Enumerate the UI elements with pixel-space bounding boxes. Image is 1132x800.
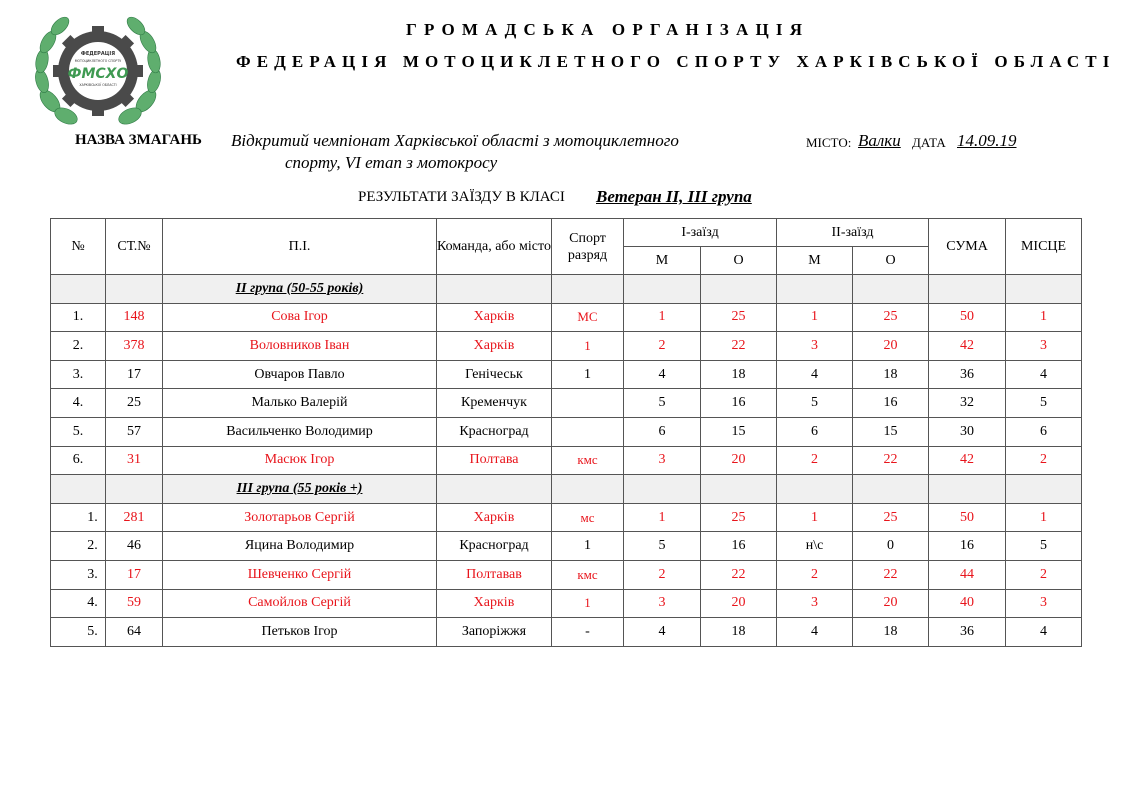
- table-row: [51, 417, 1082, 446]
- cell-team: Харків: [437, 303, 552, 332]
- table-row: [51, 389, 1082, 418]
- cell-o1: 20: [701, 589, 777, 618]
- cell-o2: 20: [853, 589, 929, 618]
- empty-cell: [552, 275, 624, 304]
- cell-o2: 22: [853, 560, 929, 589]
- empty-cell: [51, 475, 106, 504]
- cell-o1: 15: [701, 417, 777, 446]
- cell-m1: 1: [624, 503, 701, 532]
- cell-name: Овчаров Павло: [163, 360, 437, 389]
- col-header-race2-m: М: [777, 247, 853, 275]
- cell-o2: 0: [853, 532, 929, 561]
- col-header-team: Команда, або місто: [437, 219, 552, 275]
- date-label: ДАТА: [912, 135, 946, 150]
- cell-team: Полтавав: [437, 560, 552, 589]
- col-header-race2-o: О: [853, 247, 929, 275]
- city-label: МІСТО:: [806, 135, 852, 150]
- cell-start: 64: [106, 618, 163, 647]
- cell-o1: 20: [701, 446, 777, 475]
- cell-sum: 36: [929, 618, 1006, 647]
- empty-cell: [853, 475, 929, 504]
- empty-cell: [437, 275, 552, 304]
- city-value: Валки: [858, 131, 901, 150]
- cell-o1: 22: [701, 332, 777, 361]
- competition-name-line1: Відкритий чемпіонат Харківської області з мотоциклетного: [231, 131, 679, 150]
- cell-name: Шевченко Сергій: [163, 560, 437, 589]
- group-title-text: III група (55 років +): [236, 480, 363, 496]
- cell-place: 5: [1006, 532, 1082, 561]
- laurel-gear-icon: [28, 6, 168, 136]
- cell-place: 6: [1006, 417, 1082, 446]
- svg-text:ФМСХО: ФМСХО: [67, 66, 129, 82]
- cell-m2: 4: [777, 360, 853, 389]
- col-header-start-no: СТ.№: [106, 219, 163, 275]
- cell-o2: 20: [853, 332, 929, 361]
- cell-o2: 18: [853, 618, 929, 647]
- col-header-place: МІСЦЕ: [1006, 219, 1082, 275]
- cell-m2: 1: [777, 303, 853, 332]
- cell-m2: 3: [777, 589, 853, 618]
- empty-cell: [1006, 275, 1082, 304]
- empty-cell: [624, 475, 701, 504]
- cell-sum: 30: [929, 417, 1006, 446]
- col-header-name: П.І.: [163, 219, 437, 275]
- cell-o2: 25: [853, 503, 929, 532]
- cell-team: Запоріжжя: [437, 618, 552, 647]
- competition-label: НАЗВА ЗМАГАНЬ: [75, 132, 202, 148]
- cell-sum: 16: [929, 532, 1006, 561]
- cell-place: 5: [1006, 389, 1082, 418]
- group-title: [163, 475, 437, 504]
- empty-cell: [701, 275, 777, 304]
- cell-sum: 36: [929, 360, 1006, 389]
- cell-place: 4: [1006, 360, 1082, 389]
- col-header-race1: І-заїзд: [624, 219, 777, 247]
- empty-cell: [1006, 475, 1082, 504]
- col-header-race1-o: О: [701, 247, 777, 275]
- competition-name-line2: спорту, VI етап з мотокросу: [285, 153, 498, 172]
- cell-no: 3.: [51, 360, 106, 389]
- group-title: [163, 275, 437, 304]
- cell-start: 59: [106, 589, 163, 618]
- table-row: [51, 446, 1082, 475]
- empty-cell: [437, 475, 552, 504]
- table-row: [51, 560, 1082, 589]
- empty-cell: [929, 475, 1006, 504]
- col-header-race1-m: М: [624, 247, 701, 275]
- cell-sum: 32: [929, 389, 1006, 418]
- svg-text:ХАРКІВСЬКОЇ ОБЛАСТІ: ХАРКІВСЬКОЇ ОБЛАСТІ: [79, 83, 117, 87]
- table-row: [51, 503, 1082, 532]
- empty-cell: [552, 475, 624, 504]
- cell-m1: 2: [624, 560, 701, 589]
- cell-no: 2.: [51, 332, 106, 361]
- cell-m2: 6: [777, 417, 853, 446]
- cell-start: 25: [106, 389, 163, 418]
- cell-sum: 50: [929, 303, 1006, 332]
- cell-place: 1: [1006, 503, 1082, 532]
- cell-no: 5.: [51, 417, 106, 446]
- cell-no: 6.: [51, 446, 106, 475]
- col-header-sum: СУМА: [929, 219, 1006, 275]
- cell-rank: -: [552, 618, 624, 647]
- cell-rank: 1: [552, 532, 624, 561]
- results-label: РЕЗУЛЬТАТИ ЗАЇЗДУ В КЛАСІ: [358, 189, 565, 205]
- cell-rank: [552, 417, 624, 446]
- cell-m1: 6: [624, 417, 701, 446]
- cell-name: Петьков Ігор: [163, 618, 437, 647]
- results-table: [50, 218, 1082, 647]
- empty-cell: [106, 475, 163, 504]
- table-row: [51, 589, 1082, 618]
- col-header-no: №: [51, 219, 106, 275]
- cell-sum: 42: [929, 446, 1006, 475]
- cell-rank: мс: [552, 503, 624, 532]
- cell-m1: 3: [624, 589, 701, 618]
- cell-m1: 4: [624, 618, 701, 647]
- class-value: Ветеран II, III група: [596, 187, 752, 206]
- table-row: [51, 532, 1082, 561]
- cell-rank: кмс: [552, 446, 624, 475]
- cell-rank: 1: [552, 589, 624, 618]
- cell-rank: 1: [552, 332, 624, 361]
- cell-sum: 40: [929, 589, 1006, 618]
- empty-cell: [701, 475, 777, 504]
- cell-start: 17: [106, 560, 163, 589]
- org-title-line1: ГРОМАДСЬКА ОРГАНІЗАЦІЯ: [406, 20, 810, 39]
- cell-team: Красноград: [437, 417, 552, 446]
- cell-rank: кмс: [552, 560, 624, 589]
- cell-team: Харків: [437, 503, 552, 532]
- cell-rank: МС: [552, 303, 624, 332]
- group-title-text: II група (50-55 років): [235, 280, 364, 296]
- group-header-row: [51, 275, 1082, 304]
- cell-team: Красноград: [437, 532, 552, 561]
- cell-name: Яцина Володимир: [163, 532, 437, 561]
- cell-m1: 5: [624, 389, 701, 418]
- cell-o1: 22: [701, 560, 777, 589]
- cell-o2: 18: [853, 360, 929, 389]
- cell-name: Воловников Іван: [163, 332, 437, 361]
- table-row: [51, 618, 1082, 647]
- svg-text:МОТОЦИКЛЕТНОГО СПОРТУ: МОТОЦИКЛЕТНОГО СПОРТУ: [74, 59, 122, 63]
- cell-name: Золотарьов Сергій: [163, 503, 437, 532]
- cell-m1: 5: [624, 532, 701, 561]
- cell-o1: 16: [701, 389, 777, 418]
- col-header-rank: Спорт разряд: [552, 219, 624, 275]
- org-title-line2: ФЕДЕРАЦІЯ МОТОЦИКЛЕТНОГО СПОРТУ ХАРКІВСЬКОЇ ОБЛАСТІ: [236, 52, 1116, 71]
- cell-team: Генічеськ: [437, 360, 552, 389]
- cell-m2: 5: [777, 389, 853, 418]
- cell-team: Харків: [437, 589, 552, 618]
- empty-cell: [777, 275, 853, 304]
- fmsho-logo: [28, 6, 168, 136]
- col-header-race2: ІІ-заїзд: [777, 219, 929, 247]
- table-row: [51, 360, 1082, 389]
- cell-sum: 42: [929, 332, 1006, 361]
- cell-o1: 16: [701, 532, 777, 561]
- cell-sum: 44: [929, 560, 1006, 589]
- cell-o1: 18: [701, 360, 777, 389]
- cell-start: 281: [106, 503, 163, 532]
- empty-cell: [106, 275, 163, 304]
- cell-m2: 4: [777, 618, 853, 647]
- date-value: 14.09.19: [957, 131, 1017, 150]
- cell-m1: 1: [624, 303, 701, 332]
- cell-team: Кременчук: [437, 389, 552, 418]
- cell-start: 378: [106, 332, 163, 361]
- svg-text:ФЕДЕРАЦІЯ: ФЕДЕРАЦІЯ: [80, 51, 116, 57]
- empty-cell: [853, 275, 929, 304]
- cell-place: 4: [1006, 618, 1082, 647]
- cell-no: 4.: [51, 389, 106, 418]
- cell-o1: 25: [701, 503, 777, 532]
- cell-no: 3.: [51, 560, 106, 589]
- cell-no: 2.: [51, 532, 106, 561]
- cell-team: Харків: [437, 332, 552, 361]
- cell-m2: 2: [777, 446, 853, 475]
- cell-o2: 22: [853, 446, 929, 475]
- cell-place: 2: [1006, 446, 1082, 475]
- cell-o2: 16: [853, 389, 929, 418]
- cell-start: 31: [106, 446, 163, 475]
- cell-name: Васильченко Володимир: [163, 417, 437, 446]
- cell-o2: 15: [853, 417, 929, 446]
- cell-m2: 2: [777, 560, 853, 589]
- empty-cell: [51, 275, 106, 304]
- table-row: [51, 303, 1082, 332]
- cell-o1: 18: [701, 618, 777, 647]
- cell-name: Малько Валерій: [163, 389, 437, 418]
- cell-m1: 3: [624, 446, 701, 475]
- cell-rank: 1: [552, 360, 624, 389]
- cell-no: 1.: [51, 503, 106, 532]
- cell-m1: 4: [624, 360, 701, 389]
- cell-name: Самойлов Сергій: [163, 589, 437, 618]
- cell-o1: 25: [701, 303, 777, 332]
- cell-m2: 1: [777, 503, 853, 532]
- cell-start: 148: [106, 303, 163, 332]
- cell-start: 57: [106, 417, 163, 446]
- group-header-row: [51, 475, 1082, 504]
- cell-start: 46: [106, 532, 163, 561]
- cell-sum: 50: [929, 503, 1006, 532]
- cell-place: 1: [1006, 303, 1082, 332]
- cell-place: 3: [1006, 332, 1082, 361]
- cell-name: Масюк Ігор: [163, 446, 437, 475]
- cell-start: 17: [106, 360, 163, 389]
- cell-no: 5.: [51, 618, 106, 647]
- cell-place: 2: [1006, 560, 1082, 589]
- cell-name: Сова Ігор: [163, 303, 437, 332]
- cell-team: Полтава: [437, 446, 552, 475]
- cell-rank: [552, 389, 624, 418]
- cell-place: 3: [1006, 589, 1082, 618]
- empty-cell: [929, 275, 1006, 304]
- cell-m2: н\с: [777, 532, 853, 561]
- empty-cell: [624, 275, 701, 304]
- cell-m2: 3: [777, 332, 853, 361]
- cell-no: 4.: [51, 589, 106, 618]
- cell-m1: 2: [624, 332, 701, 361]
- table-row: [51, 332, 1082, 361]
- empty-cell: [777, 475, 853, 504]
- cell-no: 1.: [51, 303, 106, 332]
- cell-o2: 25: [853, 303, 929, 332]
